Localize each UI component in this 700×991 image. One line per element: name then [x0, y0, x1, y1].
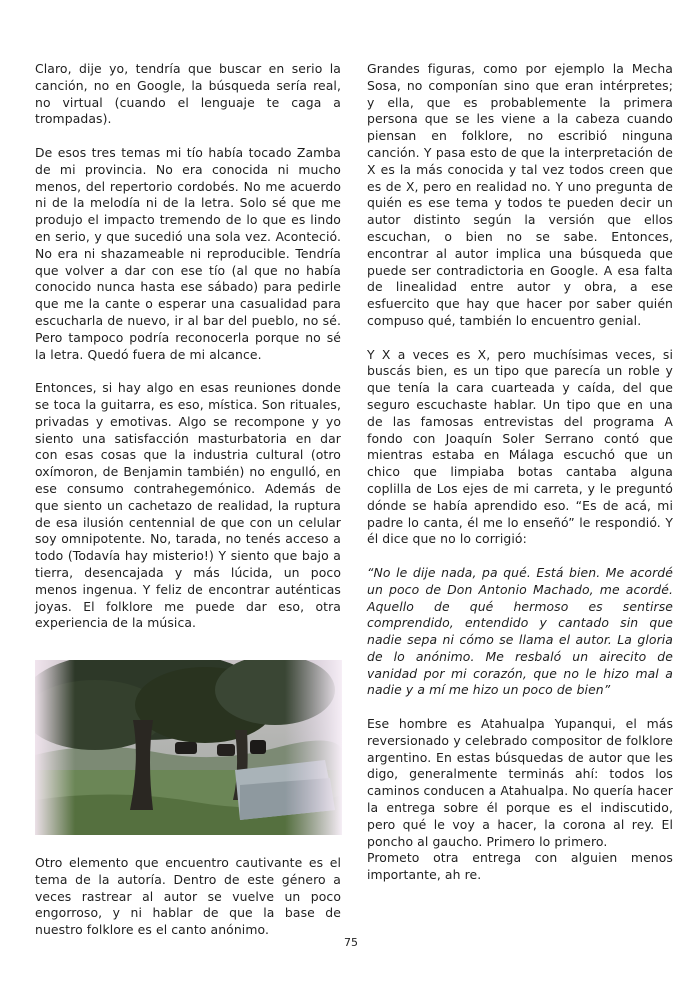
- paragraph: De esos tres temas mi tío había tocado Zamba de mi provincia. No era conocida ni mucho menos, del repertorio cordobés. No me acuerdo ni de la melodía ni de la letra. Solo sé que me produjo el impacto tremendo de lo que es lindo en serio, y que sucedió una sola vez. Aconteció. No era ni shazameable ni reproducible. Tendría que volver a dar con ese tío (al que no había conocido nunca hasta ese sábado) para pedirle que me la cante o esperar una casualidad para escucharla de nuevo, ir al bar del pueblo, no sé. Pero tampoco podría reconocerla porque no sé la letra. Quedó fuera de mi alcance.: [35, 144, 341, 362]
- paragraph: Prometo otra entrega con alguien menos importante, ah re.: [367, 850, 673, 883]
- left-column: [35, 61, 341, 632]
- paragraph: Y X a veces es X, pero muchísimas veces, si buscás bien, es un tipo que parecía un roble y que tenía la cara cuarteada y caída, del que seguro escuchaste hablar. Un tipo que en una de las famosas entrevistas del programa A fondo con Joaquín Soler Serrano contó que mientras estaba en Málaga escuchó que un chico que limpiaba botas cantaba alguna coplilla de Los ejes de mi carreta, y le preguntó dónde se había aprendido eso. “Es de acá, mi padre lo canta, él me lo enseñó” le respondió. Y él dice que no lo corrigió:: [367, 346, 673, 547]
- landscape-photo: [35, 660, 342, 835]
- paragraph: Claro, dije yo, tendría que buscar en serio la canción, no en Google, la búsqueda sería real, no virtual (cuando el lenguaje te caga a trompadas).: [35, 61, 341, 127]
- paragraph: Entonces, si hay algo en esas reuniones donde se toca la guitarra, es eso, mística. Son rituales, privadas y emotivas. Algo se recompone y yo siento una satisfacción masturbatoria en dar con esas cosas que la industria cultural (otro oxímoron, de Benjamin también) no engulló, en ese consumo contrahegemónico. Además de que siento un cachetazo de realidad, la ruptura de esa ilusión centennial de que con un celular soy omnipotente. No, tarada, no tenés acceso a todo (Todavía hay misterio!) Y siento que bajo a tierra, desencajada y más lúcida, un poco menos ingenua. Y feliz de encontrar auténticas joyas. El folklore me puede dar eso, otra experiencia de la música.: [35, 380, 341, 631]
- quote-paragraph: “No le dije nada, pa qué. Está bien. Me acordé un poco de Don Antonio Machado, me acordé. Aquello de qué hermoso es sentirse comprendido, entendido y cantado sin que nadie sepa ni cómo se llama el autor. La gloria de lo anónimo. Me resbaló un airecito de vanidad por mi corazón, que no le hizo mal a nadie y a mí me hizo un poco de bien”: [367, 564, 673, 698]
- paragraph: Otro elemento que encuentro cautivante es el tema de la autoría. Dentro de este género a veces rastrear al autor se vuelve un poco engorroso, y ni hablar de que la base de nuestro folklore es el canto anónimo.: [35, 855, 341, 938]
- right-column: [367, 61, 673, 884]
- paragraph: Grandes figuras, como por ejemplo la Mecha Sosa, no componían sino que eran intérpretes; y ella, que es probablemente la primera persona que se les viene a la cabeza cuando piensan en folklore, no escribió ninguna canción. Y pasa esto de que la interpretación de X es la más conocida y tal vez todos creen que es de X, pero en realidad no. Y uno pregunta de quién es ese tema y todos te pueden decir un autor distinto según la versión que ellos escuchan, o bien no se sabe. Entonces, encontrar al autor implica una búsqueda que puede ser contradictoria en Google. A esa falta de linealidad entre autor y obra, a ese esfuercito que hay que hacer por saber quién compuso qué, también lo encuentro genial.: [367, 61, 673, 328]
- paragraph: Ese hombre es Atahualpa Yupanqui, el más reversionado y celebrado compositor de folklore argentino. En estas búsquedas de autor que les digo, generalmente terminás ahí: todos los caminos conducen a Atahualpa. No quería hacer la entrega sobre él porque es el indiscutido, pero qué le voy a hacer, la corona al rey. El poncho al gaucho. Primero lo primero.: [367, 716, 673, 849]
- left-column-bottom: [35, 855, 341, 939]
- tree-field-image: [35, 660, 342, 835]
- page-number: 75: [344, 936, 358, 949]
